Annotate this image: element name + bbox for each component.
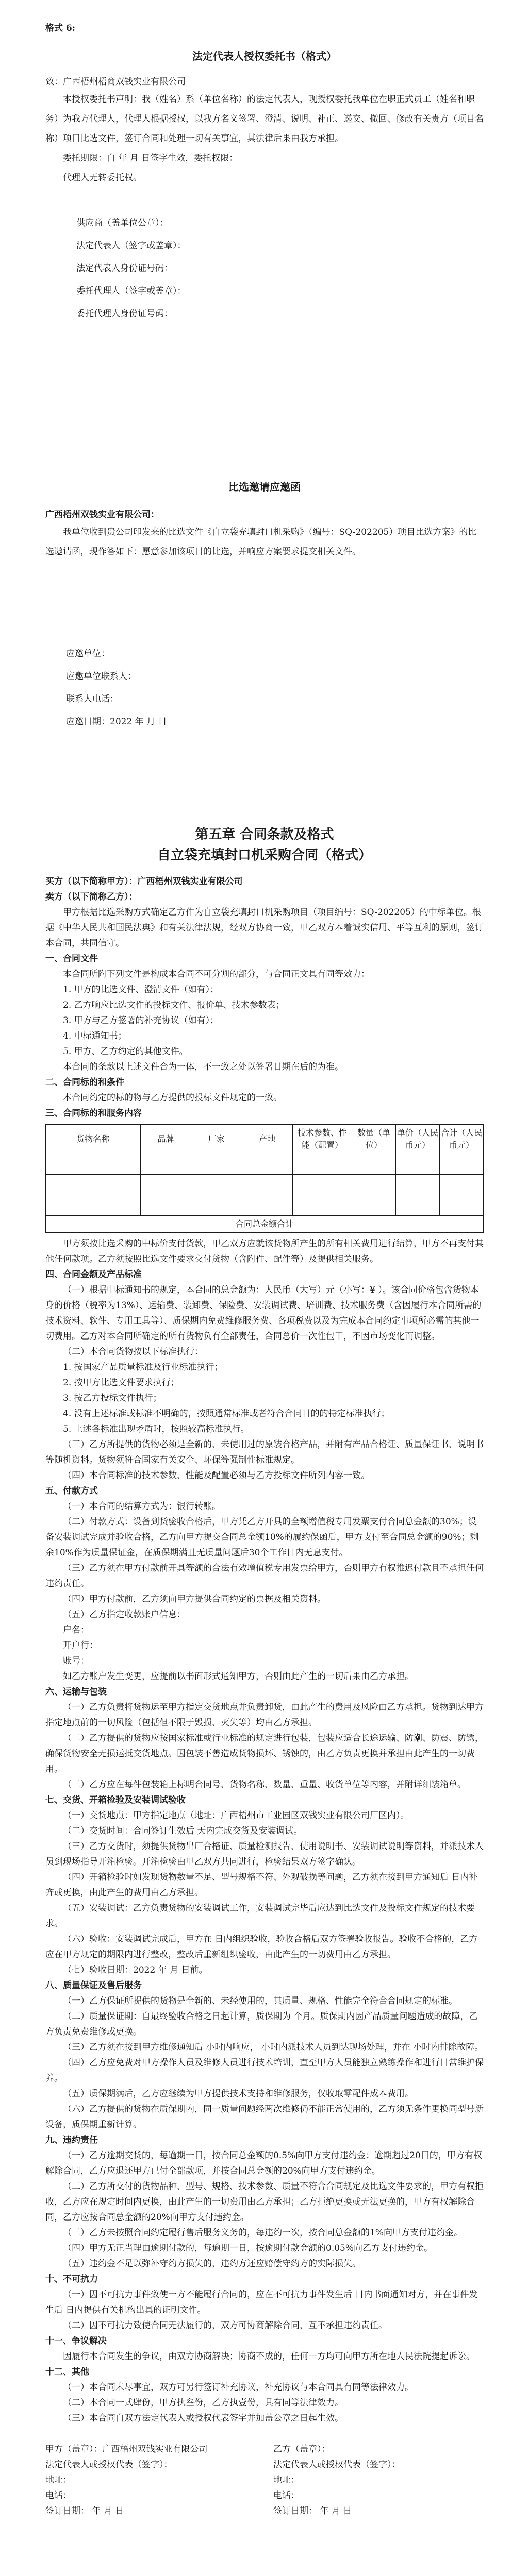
section-5-line: （一）本合同的结算方式为：银行转账。	[63, 1501, 221, 1512]
section-5-note: 如乙方账户发生变更，应提前以书面形式通知甲方，否则由此产生的一切后果由乙方承担。	[63, 1671, 414, 1682]
table-cell	[140, 1175, 191, 1195]
invitation-title: 比选邀请应邀函	[228, 481, 301, 493]
table-cell	[440, 1154, 484, 1175]
goods-table-header: 货物名称	[46, 1125, 141, 1154]
section-1-line: 本合同所附下列文件是构成本合同不可分割的部分，与合同正文具有同等效力：	[63, 969, 370, 979]
section-5-line: （四）甲方付款前，乙方须向甲方提供合同约定的票据及相关资料。	[63, 1594, 326, 1604]
contract-main-title: 自立袋充填封口机采购合同（格式）	[157, 848, 372, 863]
party-a-sign-line: 签订日期： 年 月 日	[45, 2506, 124, 2516]
table-cell	[396, 1154, 440, 1175]
party-a-sign-line: 电话：	[45, 2490, 72, 2501]
section-10-line: （二）因不可抗力致使合同无法履行的，双方可协商解除合同，互不承担违约责任。	[63, 2320, 387, 2331]
section-5-line: （二）付款方式：设备到货验收合格后，甲方凭乙方开具的全额增值税专用发票支付合同总金额的30%；设备安装调试完成并验收合格，乙方向甲方提交合同总金额10%的履约保函后，甲方支付至合同总金额的90%；剩余10%作为质量保证金，在质保期满且无质量问题后30个工作日内无息支付。	[45, 1517, 479, 1558]
section-1-title: 一、合同文件	[45, 954, 98, 964]
table-cell	[191, 1195, 242, 1216]
section-12-line: （三）本合同自双方法定代表人或授权代表签字并加盖公章之日起生效。	[63, 2413, 343, 2424]
section-8-line: （三）乙方须在接到甲方维修通知后 小时内响应， 小时内派技术人员到达现场处理，并在 小时内排除故障。	[63, 2042, 484, 2053]
table-cell	[46, 1154, 141, 1175]
section-4-line: 1. 按国家产品质量标准及行业标准执行；	[63, 1362, 223, 1372]
invitation-signatures	[45, 646, 484, 730]
poa-body: 本授权委托书声明：我（姓名）系（单位名称）的法定代表人，现授权委托我单位在职正式员工（姓名和职务）为我方代理人，代理人根据授权，以我方名义签署、澄清、说明、补正、递交、撤回、修改有关贵方（项目名称）项目比选文件，签订合同和处理一切有关事宜，其法律后果由我方承担。	[45, 94, 484, 144]
poa-signature-line: 法定代表人（签字或盖章）：	[76, 241, 186, 251]
invitation-body: 我单位收到贵公司印发来的比选文件《自立袋充填封口机采购》（编号：SQ-202205）项目比选方案》的比选邀请函，现作答如下：愿意参加该项目的比选，并响应方案要求提交相关文件。	[45, 527, 477, 557]
party-b-signature-block	[273, 2442, 484, 2519]
poa-signature-line: 委托代理人（签字或盖章）：	[76, 286, 186, 296]
table-cell	[396, 1195, 440, 1216]
table-cell	[242, 1195, 293, 1216]
account-line: 户名：	[63, 1625, 89, 1635]
section-9-line: （一）乙方逾期交货的，每逾期一日，按合同总金额的0.5%向甲方支付违约金；逾期超过20日的，甲方有权解除合同，乙方应退还甲方已付全部款项，并按合同总金额的20%向甲方支付违约金。	[45, 2150, 482, 2176]
section-8-line: （四）乙方应免费对甲方操作人员及维修人员进行技术培训，直至甲方人员能独立熟练操作和进行日常维护保养。	[45, 2058, 484, 2083]
poa-signature-line: 委托代理人身份证号码：	[76, 309, 173, 319]
section-2-text: 本合同约定的标的物与乙方提供的投标文件规定的一致。	[63, 1093, 282, 1103]
section-6-line: （二）乙方提供的货物应按国家标准或行业标准的规定进行包装，包装应适合长途运输、防潮、防震、防锈，确保货物安全无损运抵交货地点。因包装不善造成货物损坏、锈蚀的，由乙方负责更换并承担由此产生的一切费用。	[45, 1733, 484, 1774]
section-7-line: （六）验收：安装调试完成后，甲方在 日内组织验收，验收合格后双方签署验收报告。验收不合格的，乙方应在甲方规定的期限内进行整改，整改后重新组织验收，由此产生的一切费用由乙方承担。	[45, 1934, 478, 1960]
section-9-title: 九、违约责任	[45, 2135, 98, 2145]
section-1-line: 2. 乙方响应比选文件的投标文件、报价单、技术参数表；	[63, 1000, 285, 1010]
section-7-line: （三）乙方交货时，须提供货物出厂合格证、质量检测报告、使用说明书、安装调试说明等资料，并派技术人员到现场指导开箱检验。开箱检验由甲乙双方共同进行，检验结果双方签字确认。	[45, 1841, 484, 1867]
table-cell	[140, 1195, 191, 1216]
table-cell	[352, 1175, 396, 1195]
contract-intro: 甲方根据比选采购方式确定乙方作为自立袋充填封口机采购项目（项目编号：SQ-202205）的中标单位。根据《中华人民共和国民法典》和有关法律法规，经双方协商一致，甲乙双方本着诚实信用、平等互利的原则，签订本合同，共同信守。	[45, 907, 484, 948]
section-1-line: 1. 甲方的比选文件、澄清文件（如有）；	[63, 985, 219, 995]
invitation-signature-line: 联系人电话：	[66, 694, 119, 704]
section-1-line: 本合同的条款以上述文件合为一体，不一致之处以签署日期在后的为准。	[63, 1062, 343, 1072]
table-cell	[293, 1154, 352, 1175]
poa-signatures	[45, 215, 484, 321]
section-4-line: 3. 按乙方投标文件执行；	[63, 1393, 162, 1403]
table-total-label: 合同总金额合计	[46, 1216, 484, 1233]
table-cell	[46, 1195, 141, 1216]
table-cell	[293, 1175, 352, 1195]
invitation-section	[45, 479, 484, 737]
party-b-sign-line: 签订日期： 年 月 日	[273, 2506, 352, 2516]
section-8-line: （五）质保期满后，乙方应继续为甲方提供技术支持和维修服务，仅收取零配件成本费用。	[63, 2089, 414, 2099]
invitation-to-line: 广西梧州双钱实业有限公司：	[45, 510, 159, 520]
table-cell	[242, 1154, 293, 1175]
party-a: 买方（以下简称甲方）：广西梧州双钱实业有限公司	[45, 876, 243, 887]
account-line: 开户行：	[63, 1640, 98, 1651]
section-8-line: （六）乙方提供的货物在质保期内，同一质量问题经两次维修仍不能正常使用的，乙方须无条件更换同型号新设备，质保期重新计算。	[45, 2104, 484, 2130]
section-6-line: （三）乙方应在每件包装箱上标明合同号、货物名称、数量、重量、收货单位等内容，并附详细装箱单。	[63, 1780, 466, 1790]
doc-label: 格式 6:	[45, 23, 76, 33]
section-7-line: （一）交货地点：甲方指定地点（地址：广西梧州市工业园区双钱实业有限公司厂区内）。	[63, 1810, 409, 1821]
section-2-title: 二、合同标的和条件	[45, 1077, 124, 1088]
section-9-line: （四）甲方无正当理由逾期付款的，每逾期一日，按逾期付款金额的0.05%向乙方支付违约金。	[63, 2243, 433, 2253]
section-12-line: （二）本合同一式肆份，甲方执叁份，乙方执壹份，具有同等法律效力。	[63, 2398, 343, 2408]
table-cell	[293, 1195, 352, 1216]
table-total-row	[46, 1216, 484, 1233]
section-11-title: 十一、争议解决	[45, 2336, 107, 2346]
table-cell	[191, 1154, 242, 1175]
table-row	[46, 1195, 484, 1216]
contract-signatures	[45, 2442, 484, 2519]
poa-to-line: 致：广西梧州梧商双钱实业有限公司	[45, 77, 186, 87]
section-11-text: 因履行本合同发生的争议，由双方协商解决；协商不成的，任何一方均可向甲方所在地人民法院提起诉讼。	[63, 2351, 475, 2362]
section-4-line: （一）根据中标通知书的规定，本合同的总金额为：人民币（大写）元（小写：¥ ）。该合同价格包含货物本身的价格（税率为13%）、运输费、装卸费、保险费、安装调试费、培训费、技术服务费（含因履行本合同所需的技术资料、软件、专用工具等）、质保期内免费维修服务费、各项税费以及为完成本合同约定事项所必需的其他一切费用。乙方对本合同所确定的所有货物负有全部责任，合同总价一次性包干，不因市场变化而调整。	[45, 1285, 482, 1342]
section-8-title: 八、质量保证及售后服务	[45, 1980, 142, 1991]
section-4-title: 四、合同金额及产品标准	[45, 1269, 142, 1280]
party-a-signature-block	[45, 2442, 256, 2519]
section-4-line: 2. 按甲方比选文件要求执行；	[63, 1378, 179, 1388]
section-7-line: （二）交货时间：合同签订生效后 天内完成交货及安装调试。	[63, 1826, 303, 1836]
section-1-line: 4. 中标通知书；	[63, 1031, 127, 1041]
table-cell	[396, 1175, 440, 1195]
party-b-sign-line: 电话：	[273, 2490, 300, 2501]
goods-table-header: 品牌	[140, 1125, 191, 1154]
table-cell	[46, 1175, 141, 1195]
poa-term-line: 委托期限：自 年 月 日签字生效，委托权限：	[63, 153, 238, 163]
section-12-line: （一）本合同未尽事宜，双方可另行签订补充协议，补充协议与本合同具有同等法律效力。	[63, 2382, 414, 2393]
table-cell	[440, 1195, 484, 1216]
invitation-signature-line: 应邀单位联系人：	[66, 671, 136, 682]
poa-sub-line: 代理人无转委托权。	[63, 173, 142, 183]
party-a-sign-line: 地址：	[45, 2475, 72, 2485]
poa-signature-line: 供应商（盖单位公章）：	[76, 218, 169, 228]
table-row	[46, 1154, 484, 1175]
goods-table-header: 技术参数、性能（配置）	[293, 1125, 352, 1154]
section-4-line: 5. 上述各标准出现矛盾时，按照较高标准执行。	[63, 1424, 250, 1434]
table-row	[46, 1175, 484, 1195]
goods-table-header: 数量（单位）	[352, 1125, 396, 1154]
table-cell	[242, 1175, 293, 1195]
section-8-line: （二）质量保证期：自最终验收合格之日起计算，质保期为 个月。质保期内因产品质量问题造成的故障，乙方负责免费维修或更换。	[45, 2011, 478, 2037]
section-6-title: 六、运输与包装	[45, 1687, 107, 1697]
table-cell	[352, 1154, 396, 1175]
party-a-sign-line: 法定代表人或授权代表（签字）：	[45, 2460, 173, 2470]
power-of-attorney-section	[45, 21, 484, 329]
goods-table	[45, 1124, 484, 1233]
section-10-title: 十、不可抗力	[45, 2274, 98, 2284]
account-line: 账号：	[63, 1656, 89, 1666]
invitation-signature-line: 应邀日期：2022 年 月 日	[66, 717, 167, 727]
goods-table-header: 合计（人民币元）	[440, 1125, 484, 1154]
goods-table-header: 单价（人民币元）	[396, 1125, 440, 1154]
section-9-line: （二）乙方所交付的货物品种、型号、规格、技术参数、质量不符合合同规定及比选文件要求的，甲方有权拒收，乙方应在规定时间内更换，由此产生的一切费用由乙方承担；乙方拒绝更换或无法更换的，甲方有权解除合同，乙方应按合同总金额的20%向甲方支付违约金。	[45, 2181, 484, 2223]
section-4-line: （三）乙方所提供的货物必须是全新的、未使用过的原装合格产品，并附有产品合格证、质量保证书、说明书等随机资料。货物须符合国家有关安全、环保等强制性标准规定。	[45, 1439, 484, 1465]
goods-table-header: 产地	[242, 1125, 293, 1154]
section-4-line: （二）本合同货物按以下标准执行：	[63, 1347, 203, 1357]
goods-table-header: 厂家	[191, 1125, 242, 1154]
party-a-sign-line: 甲方（盖章）：广西梧州双钱实业有限公司	[45, 2444, 208, 2454]
section-9-line: （三）乙方未按照合同约定履行售后服务义务的，每违约一次，按合同总金额的1%向甲方支付违约金。	[63, 2228, 463, 2238]
contract-section	[45, 824, 484, 2519]
party-b-sign-line: 地址：	[273, 2475, 300, 2485]
section-6-line: （一）乙方负责将货物运至甲方指定交货地点并负责卸货，由此产生的费用及风险由乙方承担。货物到达甲方指定地点前的一切风险（包括但不限于毁损、灭失等）均由乙方承担。	[45, 1702, 484, 1728]
goods-table-header-row	[46, 1125, 484, 1154]
chapter-title: 第五章 合同条款及格式	[195, 827, 334, 842]
table-cell	[352, 1195, 396, 1216]
party-b-sign-line: 法定代表人或授权代表（签字）：	[273, 2460, 401, 2470]
section-7-line: （七）验收日期：2022 年 月 日前。	[63, 1965, 208, 1975]
table-cell	[191, 1175, 242, 1195]
table-cell	[440, 1175, 484, 1195]
section-8-line: （一）乙方保证所提供的货物是全新的、未经使用的，其质量、规格、性能完全符合合同规定的标准。	[63, 1996, 457, 2006]
section-5-line: （三）乙方须在甲方付款前开具等额的合法有效增值税专用发票给甲方，否则甲方有权推迟付款且不承担任何违约责任。	[45, 1563, 484, 1589]
section-9-line: （五）违约金不足以弥补守约方损失的，违约方还应赔偿守约方的实际损失。	[63, 2259, 361, 2269]
section-3-note: 甲方须按比选采购的中标价支付货款，甲乙双方应就该货物所产生的所有相关费用进行结算，甲方不再支付其他任何款项。乙方须按照比选文件要求交付货物（含附件、配件等）及提供相关服务。	[45, 1239, 484, 1264]
section-10-line: （一）因不可抗力事件致使一方不能履行合同的，应在不可抗力事件发生后 日内书面通知对方，并在事件发生后 日内提供有关机构出具的证明文件。	[45, 2290, 478, 2315]
section-12-title: 十二、其他	[45, 2367, 89, 2377]
party-b: 卖方（以下简称乙方）：	[45, 892, 138, 902]
section-7-line: （五）安装调试：乙方负责货物的安装调试工作，安装调试完毕后应达到比选文件及投标文件规定的技术要求。	[45, 1903, 475, 1929]
party-b-sign-line: 乙方（盖章）：	[273, 2444, 331, 2454]
section-4-line: （四）本合同标准的技术参数、性能及配置必须与乙方投标文件所列内容一致。	[63, 1470, 370, 1481]
section-7-title: 七、交货、开箱检验及安装调试验收	[45, 1795, 186, 1805]
poa-title: 法定代表人授权委托书（格式）	[192, 50, 337, 62]
section-3-title: 三、合同标的和服务内容	[45, 1108, 142, 1118]
table-cell	[140, 1154, 191, 1175]
section-7-line: （四）开箱检验时如发现货物数量不足、型号规格不符、外观破损等问题，乙方须在接到甲方通知后 日内补齐或更换，由此产生的费用由乙方承担。	[45, 1872, 478, 1898]
poa-signature-line: 法定代表人身份证号码：	[76, 263, 173, 274]
section-5-line: （五）乙方指定收款账户信息：	[63, 1609, 186, 1620]
invitation-signature-line: 应邀单位：	[66, 649, 110, 659]
section-5-title: 五、付款方式	[45, 1486, 98, 1496]
section-4-line: 4. 没有上述标准或标准不明确的，按照通常标准或者符合合同目的的特定标准执行；	[63, 1409, 390, 1419]
section-1-line: 5. 甲方、乙方约定的其他文件。	[63, 1046, 188, 1057]
section-1-line: 3. 甲方与乙方签署的补充协议（如有）；	[63, 1015, 219, 1026]
